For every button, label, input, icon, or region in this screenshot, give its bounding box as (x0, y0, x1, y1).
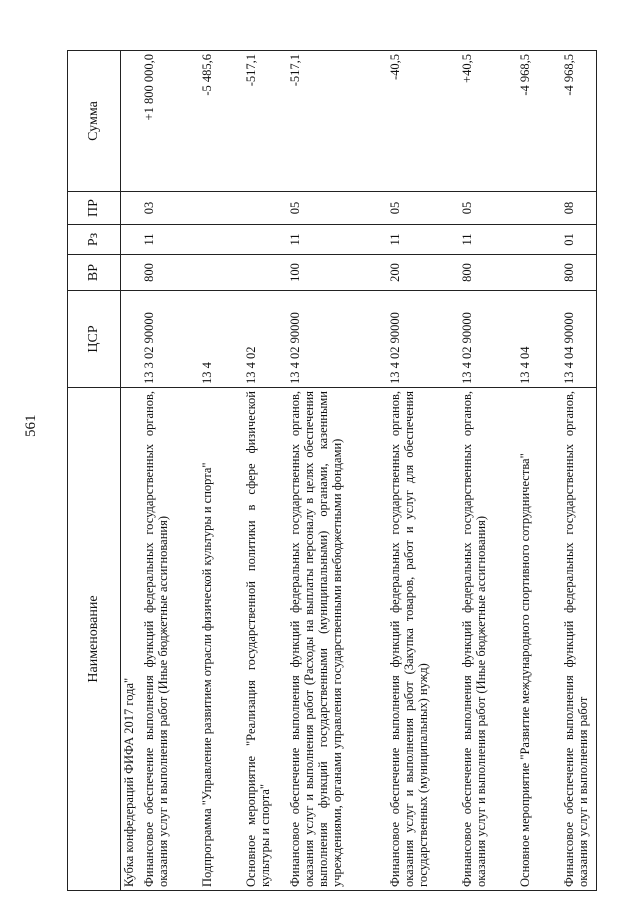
row-rz (243, 225, 287, 255)
row-csr: 13 4 02 90000 (387, 291, 459, 388)
row-sum: -4 968,5 (561, 51, 597, 192)
header-name: Наименование (68, 388, 121, 891)
table-row (141, 51, 199, 891)
row-name: Основное мероприятие "Реализация государственной политики в сфере физической культуры и спорта" (243, 388, 287, 891)
row-csr: 13 4 (199, 291, 243, 388)
row-sum: +40,5 (459, 51, 517, 192)
row-rz: 11 (287, 225, 387, 255)
row-rz (517, 225, 561, 255)
budget-table (67, 50, 597, 891)
table-row (517, 51, 561, 891)
row-rz: 11 (387, 225, 459, 255)
row-pr (199, 192, 243, 225)
row-csr: 13 4 02 90000 (287, 291, 387, 388)
row-csr: 13 4 04 (517, 291, 561, 388)
row-vr: 100 (287, 255, 387, 291)
row-sum: -4 968,5 (517, 51, 561, 192)
row-pr: 05 (459, 192, 517, 225)
row-vr (121, 255, 141, 291)
header-vr: ВР (68, 255, 121, 291)
row-name: Финансовое обеспечение выполнения функций федеральных государственных органов, оказания услуг и выполнения работ (Расходы на выплаты персоналу в целях обеспечения выполнения функций государственными (муниципальными) органами, казенными учреждениями, органами управления государственными внебюджетными фондами) (287, 388, 387, 891)
rotated-page (67, 51, 597, 891)
row-csr (121, 291, 141, 388)
table-row (199, 51, 243, 891)
table-row (459, 51, 517, 891)
row-pr (121, 192, 141, 225)
row-csr: 13 4 02 90000 (459, 291, 517, 388)
row-vr: 800 (459, 255, 517, 291)
row-rz: 11 (459, 225, 517, 255)
row-rz: 11 (141, 225, 199, 255)
page-number: 561 (23, 414, 39, 437)
row-vr (517, 255, 561, 291)
row-sum: -517,1 (243, 51, 287, 192)
table-row (287, 51, 387, 891)
table-row (121, 51, 141, 891)
row-name: Финансовое обеспечение выполнения функций федеральных государственных органов, оказания услуг и выполнения работ (Иные бюджетные ассигнования) (141, 388, 199, 891)
row-csr: 13 3 02 90000 (141, 291, 199, 388)
header-rz: Рз (68, 225, 121, 255)
header-csr: ЦСР (68, 291, 121, 388)
header-sum: Сумма (68, 51, 121, 192)
row-sum (121, 51, 141, 192)
row-name: Финансовое обеспечение выполнения функций федеральных государственных органов, оказания услуг и выполнения работ (561, 388, 597, 891)
row-vr (199, 255, 243, 291)
row-name: Основное мероприятие "Развитие международного спортивного сотрудничества" (517, 388, 561, 891)
row-csr: 13 4 04 90000 (561, 291, 597, 388)
row-pr: 05 (387, 192, 459, 225)
row-name: Кубка конфедераций ФИФА 2017 года" (121, 388, 141, 891)
table-header-row (68, 51, 121, 891)
header-pr: ПР (68, 192, 121, 225)
row-rz (199, 225, 243, 255)
row-pr: 03 (141, 192, 199, 225)
row-rz: 01 (561, 225, 597, 255)
row-sum: -40,5 (387, 51, 459, 192)
table-row (387, 51, 459, 891)
row-vr: 800 (141, 255, 199, 291)
table-row (561, 51, 597, 891)
row-name: Финансовое обеспечение выполнения функций федеральных государственных органов, оказания услуг и выполнения работ (Иные бюджетные ассигнования) (459, 388, 517, 891)
row-name: Подпрограмма "Управление развитием отрасли физической культуры и спорта" (199, 388, 243, 891)
row-pr: 08 (561, 192, 597, 225)
row-sum: -5 485,6 (199, 51, 243, 192)
row-pr (243, 192, 287, 225)
table-row (243, 51, 287, 891)
row-pr: 05 (287, 192, 387, 225)
row-pr (517, 192, 561, 225)
row-sum: +1 800 000,0 (141, 51, 199, 192)
row-vr: 200 (387, 255, 459, 291)
row-rz (121, 225, 141, 255)
row-sum: -517,1 (287, 51, 387, 192)
row-vr (243, 255, 287, 291)
row-csr: 13 4 02 (243, 291, 287, 388)
row-name: Финансовое обеспечение выполнения функций федеральных государственных органов, оказания услуг и выполнения работ (Закупка товаров, работ и услуг для обеспечения государственных (муниципальных) нужд) (387, 388, 459, 891)
row-vr: 800 (561, 255, 597, 291)
